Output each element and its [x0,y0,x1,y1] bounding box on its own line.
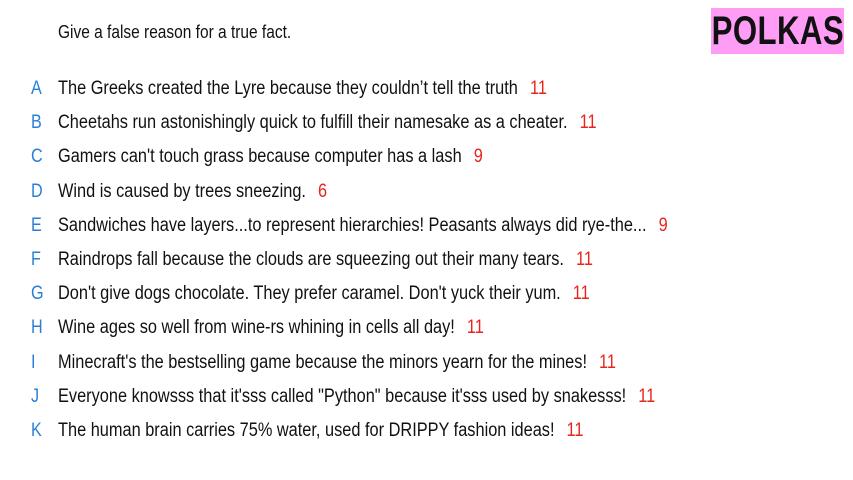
player-name-badge [711,8,844,54]
answer-score: 9 [473,146,483,168]
answer-letter: H [31,317,43,339]
answer-text: Wine ages so well from wine-rs whining in cells all day! [58,317,455,339]
answer-score: 11 [572,283,590,305]
answer-row-b[interactable] [0,106,853,140]
prompt-title: Give a false reason for a true fact. [58,22,292,42]
answer-score: 6 [317,180,328,202]
answer-score: 11 [575,249,593,271]
answer-text: The human brain carries 75% water, used for DRIPPY fashion ideas! [58,419,555,441]
answer-letter: K [31,419,42,441]
answer-text: Gamers can't touch grass because computer has a lash [58,146,462,168]
answer-row-e[interactable] [0,209,853,243]
answer-text: Everyone knowsss that it'sss called "Python" because it'sss used by snakesss! [58,385,627,407]
answer-letter: G [31,283,44,305]
answer-text: Cheetahs run astonishingly quick to fulfill their namesake as a cheater. [58,112,568,134]
answer-text: Minecraft's the bestselling game because the minors yearn for the mines! [58,351,587,373]
answer-row-i[interactable] [0,346,853,380]
answer-letter: D [31,180,43,202]
answer-score: 11 [466,317,484,339]
answer-letter: J [31,385,40,407]
answer-row-c[interactable] [0,140,853,174]
answer-score: 9 [658,214,668,236]
answer-letter: A [31,78,42,100]
answer-letter: B [31,112,42,134]
answer-score: 11 [566,419,584,441]
answer-text: Don't give dogs chocolate. They prefer caramel. Don't yuck their yum. [58,283,561,305]
answer-row-d[interactable] [0,175,853,209]
answer-list [0,72,853,448]
answer-letter: I [31,351,36,373]
answer-row-f[interactable] [0,243,853,277]
answer-text: Sandwiches have layers...to represent hierarchies! Peasants always did rye-the... [58,214,647,236]
answer-letter: E [31,214,42,236]
answer-row-j[interactable] [0,380,853,414]
answer-score: 11 [579,112,597,134]
answer-text: The Greeks created the Lyre because they couldn’t tell the truth [58,78,518,100]
answer-score: 11 [599,351,617,373]
answer-row-k[interactable] [0,414,853,448]
answer-score: 11 [529,78,547,100]
player-name-label: POLKAS [711,8,844,53]
answer-row-g[interactable] [0,277,853,311]
answer-row-h[interactable] [0,311,853,345]
answer-score: 11 [638,385,656,407]
answer-text: Wind is caused by trees sneezing. [58,180,306,202]
answer-letter: C [31,146,43,168]
answer-text: Raindrops fall because the clouds are squeezing out their many tears. [58,249,564,271]
answer-row-a[interactable] [0,72,853,106]
answer-letter: F [31,249,41,271]
